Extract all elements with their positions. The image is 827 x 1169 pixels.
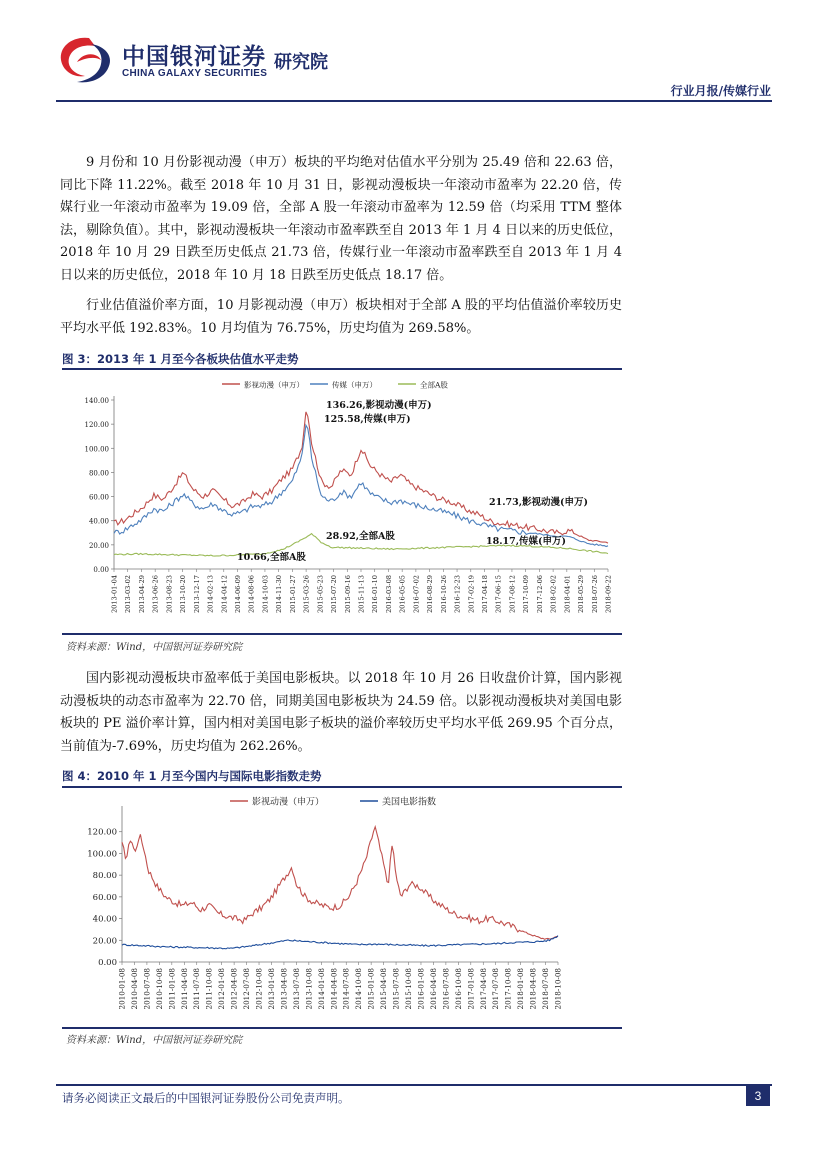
institute-label: 研究院 (274, 52, 328, 73)
x-tick-label: 2010-01-08 (117, 968, 127, 1010)
y-tick-label: 40.00 (92, 914, 117, 925)
data-label: 18.17,传媒(申万) (486, 536, 567, 547)
data-label: 21.73,影视动漫(申万) (489, 497, 589, 508)
series-line (114, 425, 608, 546)
x-tick-label: 2018-07-08 (541, 968, 551, 1010)
x-tick-label: 2016-04-08 (428, 968, 438, 1010)
x-tick-label: 2018-02-02 (549, 575, 558, 614)
x-tick-label: 2014-10-03 (261, 575, 270, 614)
x-tick-label: 2013-06-26 (151, 575, 160, 614)
x-tick-label: 2018-01-08 (516, 968, 526, 1010)
y-tick-label: 0.00 (93, 566, 109, 574)
y-tick-label: 100.00 (84, 445, 109, 454)
legend-label: 传媒（申万） (332, 380, 377, 390)
x-tick-label: 2012-01-08 (217, 968, 227, 1010)
x-tick-label: 2012-07-08 (242, 968, 252, 1010)
figure-bottom-rule (62, 633, 622, 635)
x-tick-label: 2018-10-08 (553, 968, 563, 1010)
body-paragraph: 国内影视动漫板块市盈率低于美国电影板块。以 2018 年 10 月 26 日收盘价计算，国内影视动漫板块的动态市盈率为 22.70 倍，同期美国电影板块为 24.59 倍。以影视动漫板块对美国电影板块的 PE 溢价率计算，国内相对美国电影子板块的溢价率较历史平均水平低 269.95 个百分点，当前值为-7.69%，历史均值为 262.26%。 (60, 671, 622, 754)
x-tick-label: 2013-01-08 (266, 968, 276, 1010)
x-tick-label: 2018-04-01 (563, 575, 572, 614)
x-tick-label: 2013-10-08 (304, 968, 314, 1010)
galaxy-logo-icon (55, 32, 117, 88)
footer-disclaimer: 请务必阅读正文最后的中国银河证券股份公司免责声明。 (62, 1091, 350, 1105)
y-tick-label: 40.00 (88, 517, 109, 526)
x-tick-label: 2014-08-06 (247, 575, 256, 614)
x-tick-label: 2014-10-08 (354, 968, 364, 1010)
x-tick-label: 2014-04-08 (329, 968, 339, 1010)
x-tick-label: 2016-05-05 (398, 575, 407, 614)
x-tick-label: 2017-06-15 (494, 575, 503, 614)
x-tick-label: 2010-04-08 (129, 968, 139, 1010)
x-tick-label: 2016-07-08 (441, 968, 451, 1010)
x-tick-label: 2011-10-08 (204, 968, 214, 1010)
x-tick-label: 2016-10-08 (453, 968, 463, 1010)
x-tick-label: 2017-12-06 (535, 575, 544, 614)
y-tick-label: 100.00 (87, 849, 117, 860)
x-tick-label: 2018-04-08 (528, 968, 538, 1010)
x-tick-label: 2012-10-08 (254, 968, 264, 1010)
y-tick-label: 120.00 (84, 421, 109, 430)
x-tick-label: 2015-10-08 (404, 968, 414, 1010)
x-tick-label: 2016-01-08 (416, 968, 426, 1010)
x-tick-label: 2017-08-12 (508, 575, 517, 614)
x-tick-label: 2015-01-08 (366, 968, 376, 1010)
figure-top-rule (62, 786, 622, 788)
x-tick-label: 2010-10-08 (154, 968, 164, 1010)
y-tick-label: 140.00 (84, 397, 109, 405)
series-line (122, 936, 558, 949)
x-tick-label: 2018-05-29 (577, 575, 586, 614)
x-tick-label: 2015-07-08 (391, 968, 401, 1010)
legend-label: 美国电影指数 (382, 797, 437, 808)
x-tick-label: 2016-10-26 (439, 575, 448, 614)
x-tick-label: 2017-04-08 (478, 968, 488, 1010)
x-tick-label: 2015-09-16 (343, 575, 352, 614)
x-tick-label: 2016-03-08 (384, 575, 393, 614)
x-tick-label: 2016-01-10 (371, 575, 380, 614)
legend-label: 影视动漫（申万） (244, 380, 304, 390)
x-tick-label: 2017-10-09 (522, 575, 531, 614)
x-tick-label: 2014-01-08 (316, 968, 326, 1010)
figure-title: 图 3：2013 年 1 月至今各板块估值水平走势 (62, 352, 299, 366)
page-number: 3 (746, 1086, 770, 1106)
page-header (0, 0, 827, 104)
legend-label: 影视动漫（申万） (252, 797, 325, 808)
data-label: 10.66,全部A股 (237, 552, 306, 563)
x-tick-label: 2011-01-08 (167, 968, 177, 1010)
x-tick-label: 2014-07-08 (341, 968, 351, 1010)
x-tick-label: 2015-11-13 (357, 575, 366, 614)
company-name-en: CHINA GALAXY SECURITIES (122, 68, 268, 79)
x-tick-label: 2015-03-26 (302, 575, 311, 614)
x-tick-label: 2014-02-13 (206, 575, 215, 614)
figure-source: 资料来源：Wind，中国银河证券研究院 (66, 1035, 243, 1046)
report-type: 行业月报/传媒行业 (670, 84, 771, 98)
y-tick-label: 20.00 (92, 936, 117, 947)
valuation-chart (62, 372, 622, 632)
x-tick-label: 2017-01-08 (466, 968, 476, 1010)
figure-bottom-rule (62, 1027, 622, 1029)
x-tick-label: 2013-03-02 (124, 575, 133, 614)
x-tick-label: 2016-07-02 (412, 575, 421, 614)
x-tick-label: 2017-10-08 (503, 968, 513, 1010)
movie-index-chart (62, 790, 622, 1026)
data-label: 28.92,全部A股 (326, 531, 395, 542)
x-tick-label: 2013-04-29 (137, 575, 146, 614)
y-tick-label: 60.00 (92, 892, 117, 903)
series-line (114, 412, 608, 543)
data-label: 125.58,传媒(申万) (324, 414, 411, 425)
x-tick-label: 2016-12-23 (453, 575, 462, 614)
x-tick-label: 2015-01-27 (288, 575, 297, 614)
body-paragraph: 9 月份和 10 月份影视动漫（申万）板块的平均绝对估值水平分别为 25.49 倍和 22.63 倍，同比下降 11.22%。截至 2018 年 10 月 31 日，影视动漫板块一年滚动市盈率为 22.20 倍，传媒行业一年滚动市盈率为 19.09 倍，全部 A 股一年滚动市盈率为 12.59 倍（均采用 TTM 整体法，剔除负值）。其中，影视动漫板块一年滚动市盈率跌至自 2013 年 1 月 4 日以来的历史低位，2018 年 10 月 29 日跌至历史低点 21.73 倍，传媒行业一年滚动市盈率跌至自 2013 年 1 月 4 日以来的历史低位，2018 年 10 月 18 日跌至历史低点 18.17 倍。 (60, 155, 622, 283)
body-paragraph: 行业估值溢价率方面，10 月影视动漫（申万）板块相对于全部 A 股的平均估值溢价率较历史平均水平低 192.83%。10 月均值为 76.75%，历史均值为 269.58%。 (60, 298, 622, 336)
figure-title: 图 4：2010 年 1 月至今国内与国际电影指数走势 (62, 769, 322, 783)
x-tick-label: 2014-06-09 (234, 575, 242, 614)
x-tick-label: 2013-04-08 (279, 968, 289, 1010)
data-label: 136.26,影视动漫(申万) (326, 400, 432, 411)
x-tick-label: 2013-10-20 (179, 575, 188, 614)
x-tick-label: 2014-04-12 (220, 575, 229, 614)
x-tick-label: 2015-07-20 (330, 575, 339, 614)
y-tick-label: 0.00 (98, 958, 117, 968)
x-tick-label: 2018-09-22 (604, 575, 613, 614)
header-divider (56, 100, 772, 102)
series-line (122, 827, 558, 940)
company-name-cn: 中国银河证券 (122, 44, 266, 70)
x-tick-label: 2016-08-29 (426, 575, 435, 614)
y-tick-label: 80.00 (92, 871, 117, 882)
footer-divider (56, 1084, 772, 1086)
x-tick-label: 2013-01-04 (110, 575, 119, 614)
y-tick-label: 60.00 (88, 493, 109, 502)
x-tick-label: 2012-04-08 (229, 968, 239, 1010)
figure-source: 资料来源：Wind，中国银河证券研究院 (66, 642, 243, 653)
y-tick-label: 120.00 (87, 827, 117, 838)
x-tick-label: 2013-07-08 (291, 968, 301, 1010)
x-tick-label: 2013-12-17 (192, 575, 201, 614)
x-tick-label: 2011-07-08 (192, 968, 202, 1010)
x-tick-label: 2017-04-18 (481, 575, 489, 614)
x-tick-label: 2014-11-30 (275, 575, 284, 614)
x-tick-label: 2011-04-08 (179, 968, 189, 1010)
y-tick-label: 80.00 (88, 469, 109, 478)
x-tick-label: 2015-04-08 (379, 968, 389, 1010)
x-tick-label: 2018-07-26 (590, 575, 599, 614)
x-tick-label: 2017-02-19 (467, 575, 476, 614)
x-tick-label: 2013-08-23 (165, 575, 174, 614)
y-tick-label: 20.00 (88, 541, 109, 550)
legend-label: 全部A股 (420, 380, 448, 390)
x-tick-label: 2017-07-08 (491, 968, 501, 1010)
x-tick-label: 2015-05-23 (316, 575, 325, 614)
figure-top-rule (62, 368, 622, 370)
x-tick-label: 2010-07-08 (142, 968, 152, 1010)
